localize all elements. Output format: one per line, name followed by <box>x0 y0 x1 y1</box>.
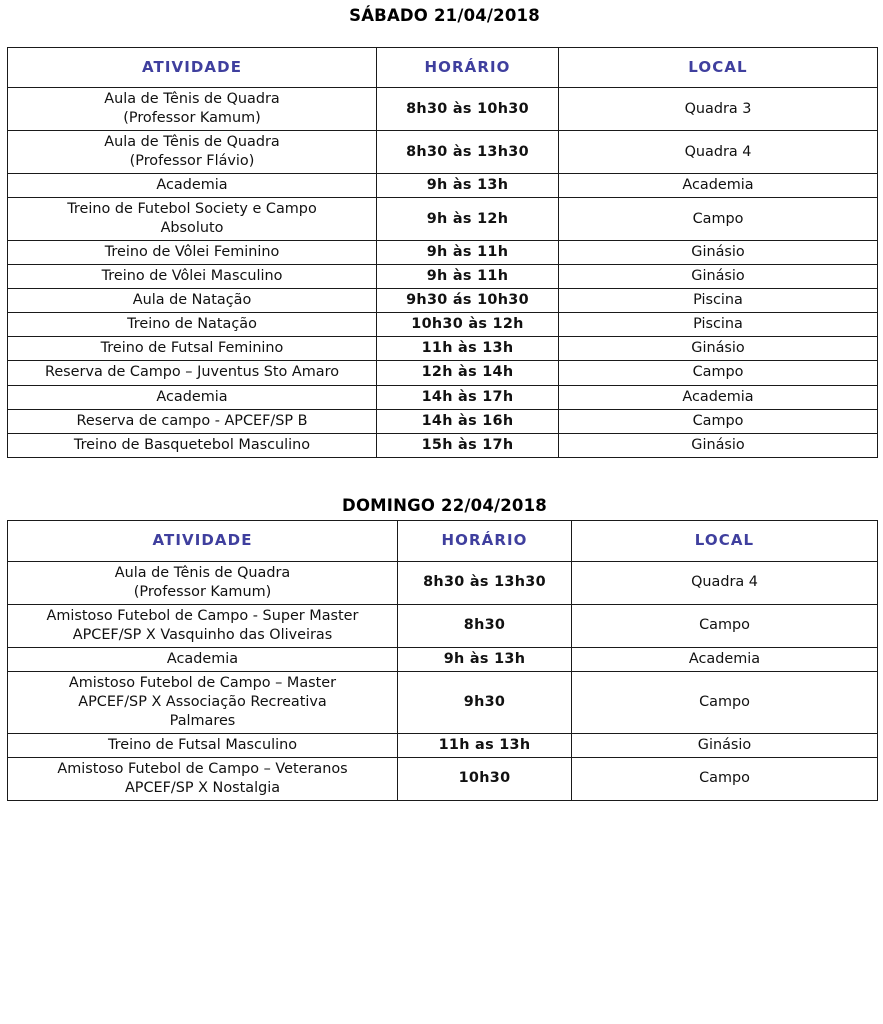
table-body-saturday <box>8 88 878 457</box>
cell-horario: 8h30 às 13h30 <box>377 131 559 174</box>
atividade-line: APCEF/SP X Vasquinho das Oliveiras <box>72 626 333 643</box>
cell-atividade <box>8 337 377 361</box>
header-row <box>8 47 878 88</box>
cell-atividade <box>8 647 398 671</box>
cell-atividade <box>8 561 398 604</box>
column-header-horario: HORÁRIO <box>398 521 572 562</box>
atividade-line: Reserva de Campo – Juventus Sto Amaro <box>44 364 340 381</box>
cell-horario: 9h às 12h <box>377 198 559 241</box>
table-row <box>8 433 878 457</box>
atividade-line: Aula de Natação <box>132 292 252 309</box>
atividade-line: Amistoso Futebol de Campo – Master <box>68 674 337 691</box>
cell-horario: 11h as 13h <box>398 733 572 757</box>
cell-atividade <box>8 289 377 313</box>
atividade-line: Amistoso Futebol de Campo – Veteranos <box>57 760 348 777</box>
table-row <box>8 88 878 131</box>
cell-horario: 10h30 às 12h <box>377 313 559 337</box>
atividade-line: Treino de Vôlei Feminino <box>104 244 280 261</box>
schedule-table-saturday <box>7 47 878 458</box>
atividade-line: Amistoso Futebol de Campo - Super Master <box>46 607 359 624</box>
cell-horario: 12h às 14h <box>377 361 559 385</box>
cell-local: Ginásio <box>559 433 878 457</box>
cell-horario: 8h30 às 10h30 <box>377 88 559 131</box>
cell-local: Campo <box>572 671 878 733</box>
atividade-line: Treino de Futsal Feminino <box>100 340 284 357</box>
cell-horario: 10h30 <box>398 757 572 800</box>
cell-atividade <box>8 671 398 733</box>
cell-atividade <box>8 198 377 241</box>
cell-horario: 9h às 13h <box>398 647 572 671</box>
cell-atividade <box>8 241 377 265</box>
cell-atividade <box>8 265 377 289</box>
table-row <box>8 561 878 604</box>
atividade-line: Absoluto <box>160 220 224 237</box>
atividade-line: Reserva de campo - APCEF/SP B <box>76 412 308 429</box>
cell-atividade <box>8 361 377 385</box>
cell-horario: 9h às 11h <box>377 241 559 265</box>
cell-atividade <box>8 131 377 174</box>
atividade-line: Aula de Tênis de Quadra <box>114 564 291 581</box>
atividade-line: Treino de Futsal Masculino <box>107 736 297 753</box>
table-row <box>8 604 878 647</box>
cell-horario: 14h às 17h <box>377 385 559 409</box>
table-row <box>8 409 878 433</box>
cell-atividade <box>8 433 377 457</box>
column-header-atividade: ATIVIDADE <box>8 521 398 562</box>
cell-atividade <box>8 409 377 433</box>
table-row <box>8 241 878 265</box>
cell-local: Academia <box>559 174 878 198</box>
atividade-line: Aula de Tênis de Quadra <box>104 91 280 108</box>
table-row <box>8 198 878 241</box>
table-row <box>8 265 878 289</box>
cell-local: Ginásio <box>559 337 878 361</box>
tables-gap <box>0 458 883 498</box>
cell-local: Academia <box>572 647 878 671</box>
day-title-saturday: SÁBADO 21/04/2018 <box>349 6 540 25</box>
table-row <box>8 131 878 174</box>
cell-horario: 14h às 16h <box>377 409 559 433</box>
table-row <box>8 733 878 757</box>
column-header-local: LOCAL <box>559 47 878 88</box>
cell-local: Academia <box>559 385 878 409</box>
cell-local: Ginásio <box>572 733 878 757</box>
day-title-sunday: DOMINGO 22/04/2018 <box>342 495 547 515</box>
atividade-line: Treino de Natação <box>127 316 257 333</box>
atividade-line: Academia <box>156 388 228 405</box>
atividade-line: (Professor Flávio) <box>129 153 255 170</box>
atividade-line: Academia <box>156 177 228 194</box>
cell-atividade <box>8 757 398 800</box>
atividade-line: Aula de Tênis de Quadra <box>104 134 280 151</box>
cell-horario: 11h às 13h <box>377 337 559 361</box>
table-row <box>8 361 878 385</box>
column-header-local: LOCAL <box>572 521 878 562</box>
table-row <box>8 385 878 409</box>
atividade-line: Academia <box>166 650 239 667</box>
cell-atividade <box>8 88 377 131</box>
atividade-line: Treino de Futebol Society e Campo <box>67 201 317 218</box>
header-row <box>8 521 878 562</box>
table-row <box>8 289 878 313</box>
table-row <box>8 647 878 671</box>
table-row <box>8 671 878 733</box>
atividade-line: Treino de Basquetebol Masculino <box>73 436 311 453</box>
cell-local: Ginásio <box>559 241 878 265</box>
cell-local: Quadra 4 <box>559 131 878 174</box>
cell-horario: 9h30 ás 10h30 <box>377 289 559 313</box>
cell-local: Campo <box>572 604 878 647</box>
table-row <box>8 757 878 800</box>
schedule-table-sunday <box>7 520 878 801</box>
cell-local: Campo <box>572 757 878 800</box>
table-row <box>8 337 878 361</box>
cell-local: Piscina <box>559 313 878 337</box>
atividade-line: Palmares <box>169 712 236 729</box>
cell-horario: 8h30 <box>398 604 572 647</box>
cell-local: Quadra 4 <box>572 561 878 604</box>
column-header-atividade: ATIVIDADE <box>8 47 377 88</box>
cell-local: Piscina <box>559 289 878 313</box>
cell-atividade <box>8 174 377 198</box>
cell-horario: 9h às 11h <box>377 265 559 289</box>
cell-horario: 9h30 <box>398 671 572 733</box>
atividade-line: APCEF/SP X Associação Recreativa <box>78 693 327 710</box>
cell-local: Campo <box>559 198 878 241</box>
cell-local: Ginásio <box>559 265 878 289</box>
table-row <box>8 313 878 337</box>
table-row <box>8 174 878 198</box>
cell-horario: 9h às 13h <box>377 174 559 198</box>
table-body-sunday <box>8 561 878 800</box>
cell-local: Campo <box>559 361 878 385</box>
atividade-line: Treino de Vôlei Masculino <box>101 268 283 285</box>
cell-atividade <box>8 733 398 757</box>
table-head-sunday <box>8 521 878 562</box>
cell-atividade <box>8 604 398 647</box>
cell-horario: 8h30 às 13h30 <box>398 561 572 604</box>
column-header-horario: HORÁRIO <box>377 47 559 88</box>
atividade-line: (Professor Kamum) <box>123 110 261 127</box>
table-head-saturday <box>8 47 878 88</box>
atividade-line: APCEF/SP X Nostalgia <box>124 780 281 796</box>
atividade-line: (Professor Kamum) <box>133 583 272 600</box>
cell-atividade <box>8 385 377 409</box>
cell-atividade <box>8 313 377 337</box>
cell-horario: 15h às 17h <box>377 433 559 457</box>
cell-local: Campo <box>559 409 878 433</box>
cell-local: Quadra 3 <box>559 88 878 131</box>
